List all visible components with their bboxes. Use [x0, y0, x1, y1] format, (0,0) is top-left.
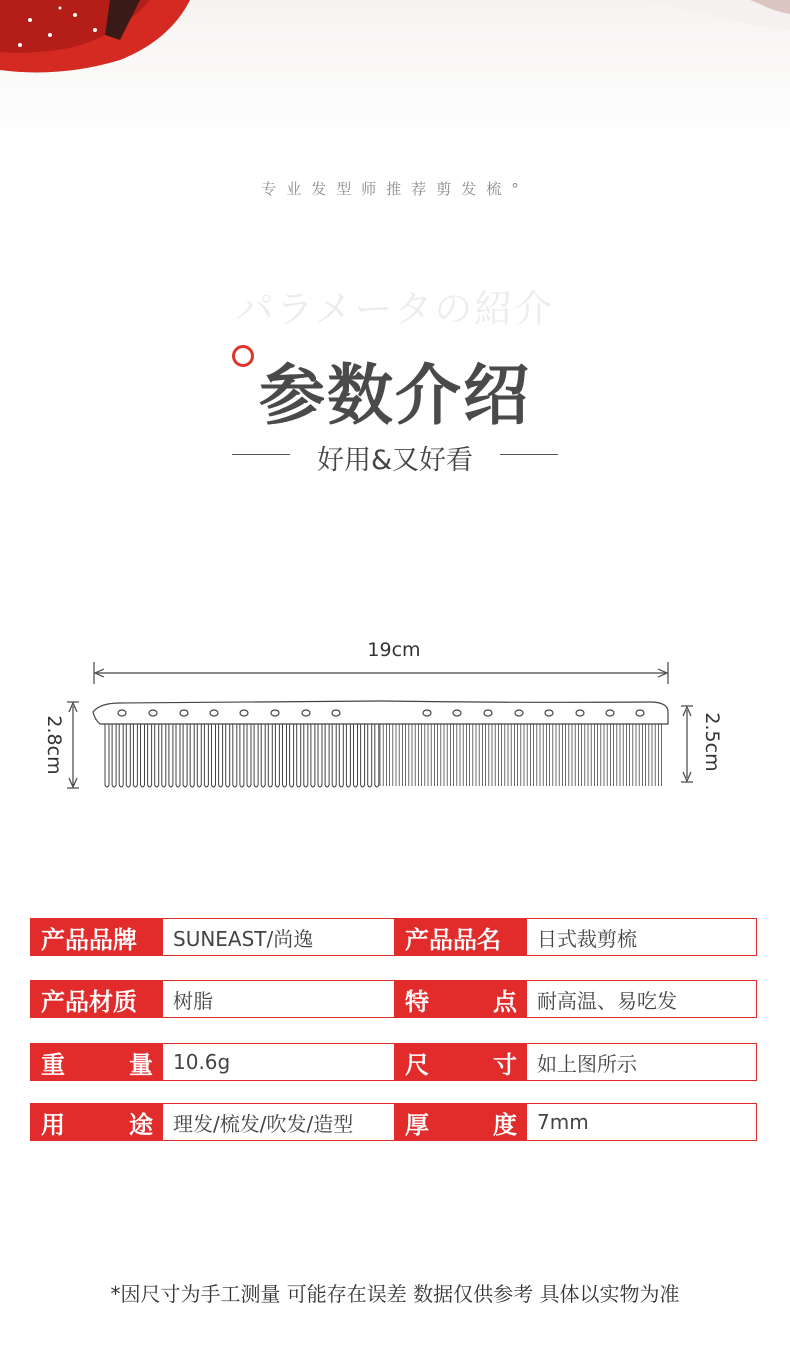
- brand-value: SUNEAST/尚逸: [163, 919, 395, 955]
- comb-hole: [545, 710, 553, 716]
- size-label: [395, 1044, 527, 1080]
- comb-diagram: [0, 630, 790, 810]
- comb-hole: [606, 710, 614, 716]
- comb-tooth: [368, 724, 372, 787]
- comb-tooth: [155, 724, 159, 787]
- comb-tooth: [176, 724, 180, 787]
- tagline: 专业发型师推荐剪发梳°: [261, 180, 529, 198]
- height-right-label: 2.5cm: [701, 712, 723, 772]
- usage-label-char-1: 用: [41, 1110, 65, 1139]
- comb-tooth: [283, 724, 287, 787]
- comb-tooth: [268, 724, 272, 787]
- comb-tooth: [361, 724, 365, 787]
- comb-tooth: [354, 724, 358, 787]
- size-label-char-2: 寸: [493, 1050, 517, 1079]
- comb-tooth: [183, 724, 187, 787]
- comb-tooth: [162, 724, 166, 787]
- comb-tooth: [112, 724, 116, 787]
- comb-hole: [180, 710, 188, 716]
- comb-hole: [332, 710, 340, 716]
- usage-value: 理发/梳发/吹发/造型: [163, 1104, 395, 1140]
- comb-tooth: [141, 724, 145, 787]
- comb-tooth: [261, 724, 265, 787]
- comb-hole: [118, 710, 126, 716]
- param-row-weight: [30, 1043, 757, 1081]
- comb-tooth: [339, 724, 343, 787]
- weight-value: 10.6g: [163, 1044, 395, 1080]
- comb-tooth: [226, 724, 230, 787]
- page-title: 参数介绍: [259, 357, 531, 434]
- feature-label-char-1: 特: [405, 987, 429, 1016]
- comb-tooth: [297, 724, 301, 787]
- comb-tooth: [290, 724, 294, 787]
- comb-tooth: [247, 724, 251, 787]
- thickness-label-char-2: 度: [493, 1110, 517, 1139]
- size-label-char-1: 尺: [405, 1050, 429, 1079]
- feature-label-char-2: 点: [493, 987, 517, 1016]
- comb-hole: [515, 710, 523, 716]
- height-left-label: 2.8cm: [43, 715, 65, 775]
- product-name-label: 产品品名: [395, 919, 527, 955]
- fan-decoration: [0, 0, 790, 150]
- comb-tooth: [105, 724, 109, 787]
- thickness-value: 7mm: [537, 1110, 589, 1134]
- comb-hole: [423, 710, 431, 716]
- comb-tooth: [126, 724, 130, 787]
- comb-tooth: [197, 724, 201, 787]
- feature-value: 耐高温、易吃发: [537, 988, 677, 1013]
- weight-label: [31, 1044, 163, 1080]
- comb-tooth: [219, 724, 223, 787]
- product-name-value: 日式裁剪梳: [537, 926, 637, 951]
- weight-label-char-2: 量: [129, 1050, 153, 1079]
- thickness-label: [395, 1104, 527, 1140]
- comb-tooth: [254, 724, 258, 787]
- measurement-note: *因尺寸为手工测量 可能存在误差 数据仅供参考 具体以实物为准: [110, 1282, 680, 1306]
- comb-tooth: [169, 724, 173, 787]
- slogan: 好用&又好看: [316, 445, 474, 476]
- comb-tooth: [233, 724, 237, 787]
- comb-tooth: [212, 724, 216, 787]
- param-row-brand: [30, 918, 757, 956]
- param-row-usage: [30, 1103, 757, 1141]
- comb-hole: [210, 710, 218, 716]
- comb-tooth: [375, 724, 379, 787]
- comb-tooth: [318, 724, 322, 787]
- material-label: 产品材质: [31, 981, 163, 1017]
- comb-hole: [302, 710, 310, 716]
- comb-tooth: [133, 724, 137, 787]
- comb-hole: [484, 710, 492, 716]
- subtitle-japanese: パラメータの紹介: [235, 287, 555, 331]
- comb-tooth: [190, 724, 194, 787]
- usage-label-char-2: 途: [129, 1110, 153, 1139]
- comb-tooth: [311, 724, 315, 787]
- comb-hole: [149, 710, 157, 716]
- comb-tooth: [240, 724, 244, 787]
- comb-tooth: [275, 724, 279, 787]
- comb-hole: [271, 710, 279, 716]
- comb-tooth: [346, 724, 350, 787]
- size-value: 如上图所示: [537, 1051, 637, 1076]
- comb-hole: [636, 710, 644, 716]
- feature-label: [395, 981, 527, 1017]
- slogan-line-right: [500, 454, 558, 455]
- brand-label: 产品品牌: [31, 919, 163, 955]
- comb-tooth: [119, 724, 123, 787]
- comb-tooth: [304, 724, 308, 787]
- comb-hole: [453, 710, 461, 716]
- param-row-material: [30, 980, 757, 1018]
- comb-tooth: [332, 724, 336, 787]
- material-value: 树脂: [163, 981, 395, 1017]
- comb-hole: [240, 710, 248, 716]
- comb-tooth: [148, 724, 152, 787]
- weight-label-char-1: 重: [41, 1050, 65, 1079]
- length-label: 19cm: [367, 639, 421, 661]
- usage-label: [31, 1104, 163, 1140]
- thickness-label-char-1: 厚: [405, 1110, 429, 1139]
- comb-tooth: [325, 724, 329, 787]
- comb-tooth: [204, 724, 208, 787]
- comb-hole: [576, 710, 584, 716]
